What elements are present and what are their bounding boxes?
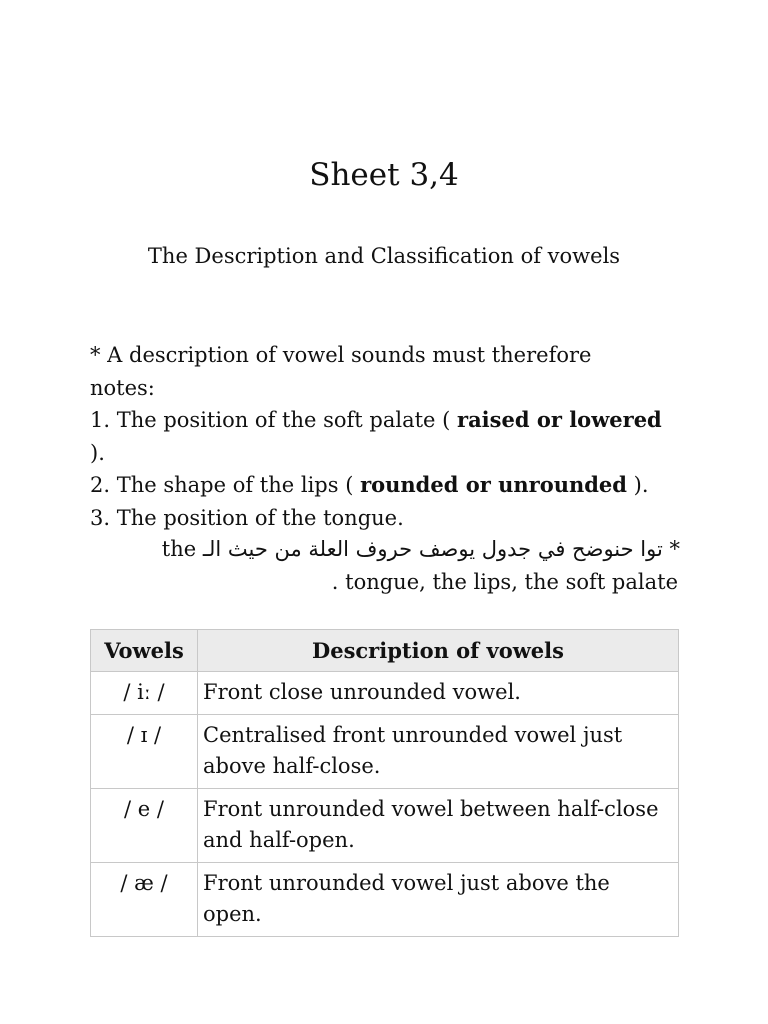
vowel-symbol: / e / — [91, 789, 198, 863]
header-description: Description of vowels — [198, 630, 679, 672]
header-vowels: Vowels — [91, 630, 198, 672]
point-2-suffix: ). — [626, 473, 649, 497]
vowel-description: Front unrounded vowel between half-close and half-open. — [198, 789, 679, 863]
vowel-symbol: / ɪ / — [91, 715, 198, 789]
table-header-row — [91, 630, 679, 672]
point-1-suffix: ). — [90, 440, 105, 465]
table-row — [91, 789, 679, 863]
point-1-prefix: 1. The position of the soft palate ( — [90, 408, 457, 432]
table-row — [91, 715, 679, 789]
arabic-note-line-2: . tongue, the lips, the soft palate — [331, 570, 678, 594]
arabic-note-line: * توا حنوضح في جدول يوصف حروف العلة من حيث الـ the — [161, 537, 680, 561]
vowel-symbol: / æ / — [91, 863, 198, 937]
point-1-bold: raised or lowered — [457, 407, 662, 432]
page-title: Sheet 3,4 — [309, 157, 459, 193]
table-row — [91, 672, 679, 715]
intro-line-2: notes: — [90, 375, 155, 400]
point-1 — [90, 404, 682, 437]
point-2 — [90, 469, 682, 502]
intro-line-1: * A description of vowel sounds must therefore — [90, 343, 592, 367]
table-row — [91, 863, 679, 937]
vowel-symbol: / iː / — [91, 672, 198, 715]
vowels-table — [90, 629, 679, 937]
description-text — [90, 339, 682, 534]
point-3: 3. The position of the tongue. — [90, 505, 404, 530]
page-subtitle: The Description and Classification of vowels — [147, 244, 621, 268]
point-2-prefix: 2. The shape of the lips ( — [90, 473, 361, 497]
point-2-bold: rounded or unrounded — [360, 472, 627, 497]
vowel-description: Front close unrounded vowel. — [198, 672, 679, 715]
vowel-description: Front unrounded vowel just above the open. — [198, 863, 679, 937]
vowel-description: Centralised front unrounded vowel just above half-close. — [198, 715, 679, 789]
